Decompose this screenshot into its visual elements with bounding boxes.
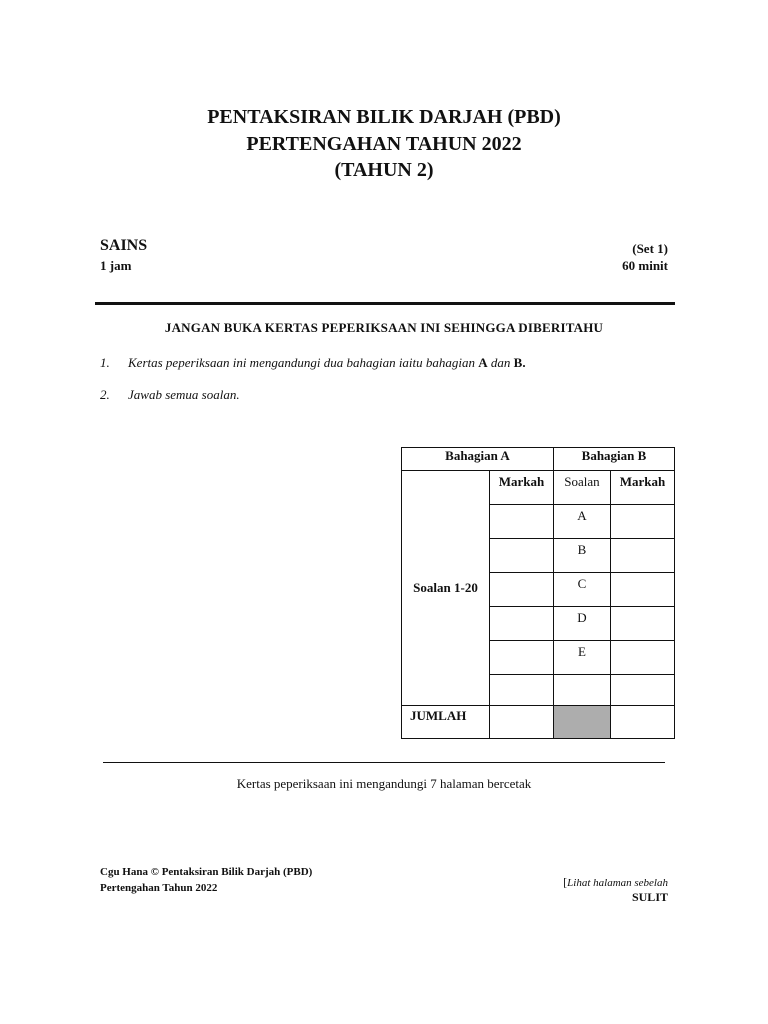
instruction-2 <box>100 387 240 403</box>
header-bahagian-a: Bahagian A <box>402 448 554 471</box>
jumlah-label: JUMLAH <box>402 706 490 739</box>
header-markah-a: Markah <box>490 471 554 505</box>
letter-cell: E <box>554 641 611 675</box>
header-bahagian-b: Bahagian B <box>554 448 675 471</box>
markah-a-cell <box>490 641 554 675</box>
letter-cell: B <box>554 539 611 573</box>
markah-b-cell <box>611 505 675 539</box>
instruction-2-text: Jawab semua soalan. <box>128 387 240 402</box>
title-line-3: (TAHUN 2) <box>334 159 434 181</box>
instruction-1-mid: dan <box>487 355 514 370</box>
next-page-note <box>563 875 668 890</box>
markah-a-cell <box>490 539 554 573</box>
page-count-note: Kertas peperiksaan ini mengandungi 7 halaman bercetak <box>236 776 532 791</box>
next-page-text: Lihat halaman sebelah <box>567 877 668 889</box>
set-label: (Set 1) <box>632 241 668 256</box>
warning-text: JANGAN BUKA KERTAS PEPERIKSAAN INI SEHINGGA DIBERITAHU <box>164 320 604 335</box>
header-soalan-b: Soalan <box>554 471 611 505</box>
markah-b-cell <box>611 675 675 706</box>
duration-label: 1 jam <box>100 258 132 273</box>
footer-line-2: Pertengahan Tahun 2022 <box>100 882 218 894</box>
thick-divider <box>95 302 675 305</box>
header-markah-b: Markah <box>611 471 675 505</box>
letter-cell: A <box>554 505 611 539</box>
next-page-bracket: [ <box>563 875 568 889</box>
instruction-1-b: B <box>513 355 523 370</box>
jumlah-markah-b <box>611 706 675 739</box>
markah-a-cell <box>490 573 554 607</box>
instruction-1-text: Kertas peperiksaan ini mengandungi dua bahagian iaitu bahagian <box>128 355 479 370</box>
empty-letter-cell <box>554 675 611 706</box>
letter-cell: C <box>554 573 611 607</box>
markah-b-cell <box>611 641 675 675</box>
letter-cell: D <box>554 607 611 641</box>
markah-a-cell <box>490 675 554 706</box>
markah-b-cell <box>611 539 675 573</box>
instruction-1-a: A <box>478 355 488 370</box>
subject-name: SAINS <box>100 237 148 254</box>
sulit-label: SULIT <box>631 890 668 904</box>
markah-a-cell <box>490 607 554 641</box>
instruction-1-end: . <box>522 355 526 370</box>
jumlah-markah-a <box>490 706 554 739</box>
footer-line-1: Cgu Hana © Pentaksiran Bilik Darjah (PBD) <box>100 866 313 878</box>
title-line-2: PERTENGAHAN TAHUN 2022 <box>246 133 522 155</box>
markah-b-cell <box>611 607 675 641</box>
instruction-1-number: 1. <box>100 355 110 370</box>
instruction-1 <box>100 355 526 371</box>
thin-divider <box>103 762 665 763</box>
title-line-1: PENTAKSIRAN BILIK DARJAH (PBD) <box>207 106 561 128</box>
markah-b-cell <box>611 573 675 607</box>
markah-a-cell <box>490 505 554 539</box>
soalan-range-cell: Soalan 1-20 <box>402 471 490 706</box>
marks-table <box>401 447 675 739</box>
instruction-2-number: 2. <box>100 387 110 402</box>
minutes-label: 60 minit <box>622 258 668 273</box>
jumlah-shaded-cell <box>554 706 611 739</box>
